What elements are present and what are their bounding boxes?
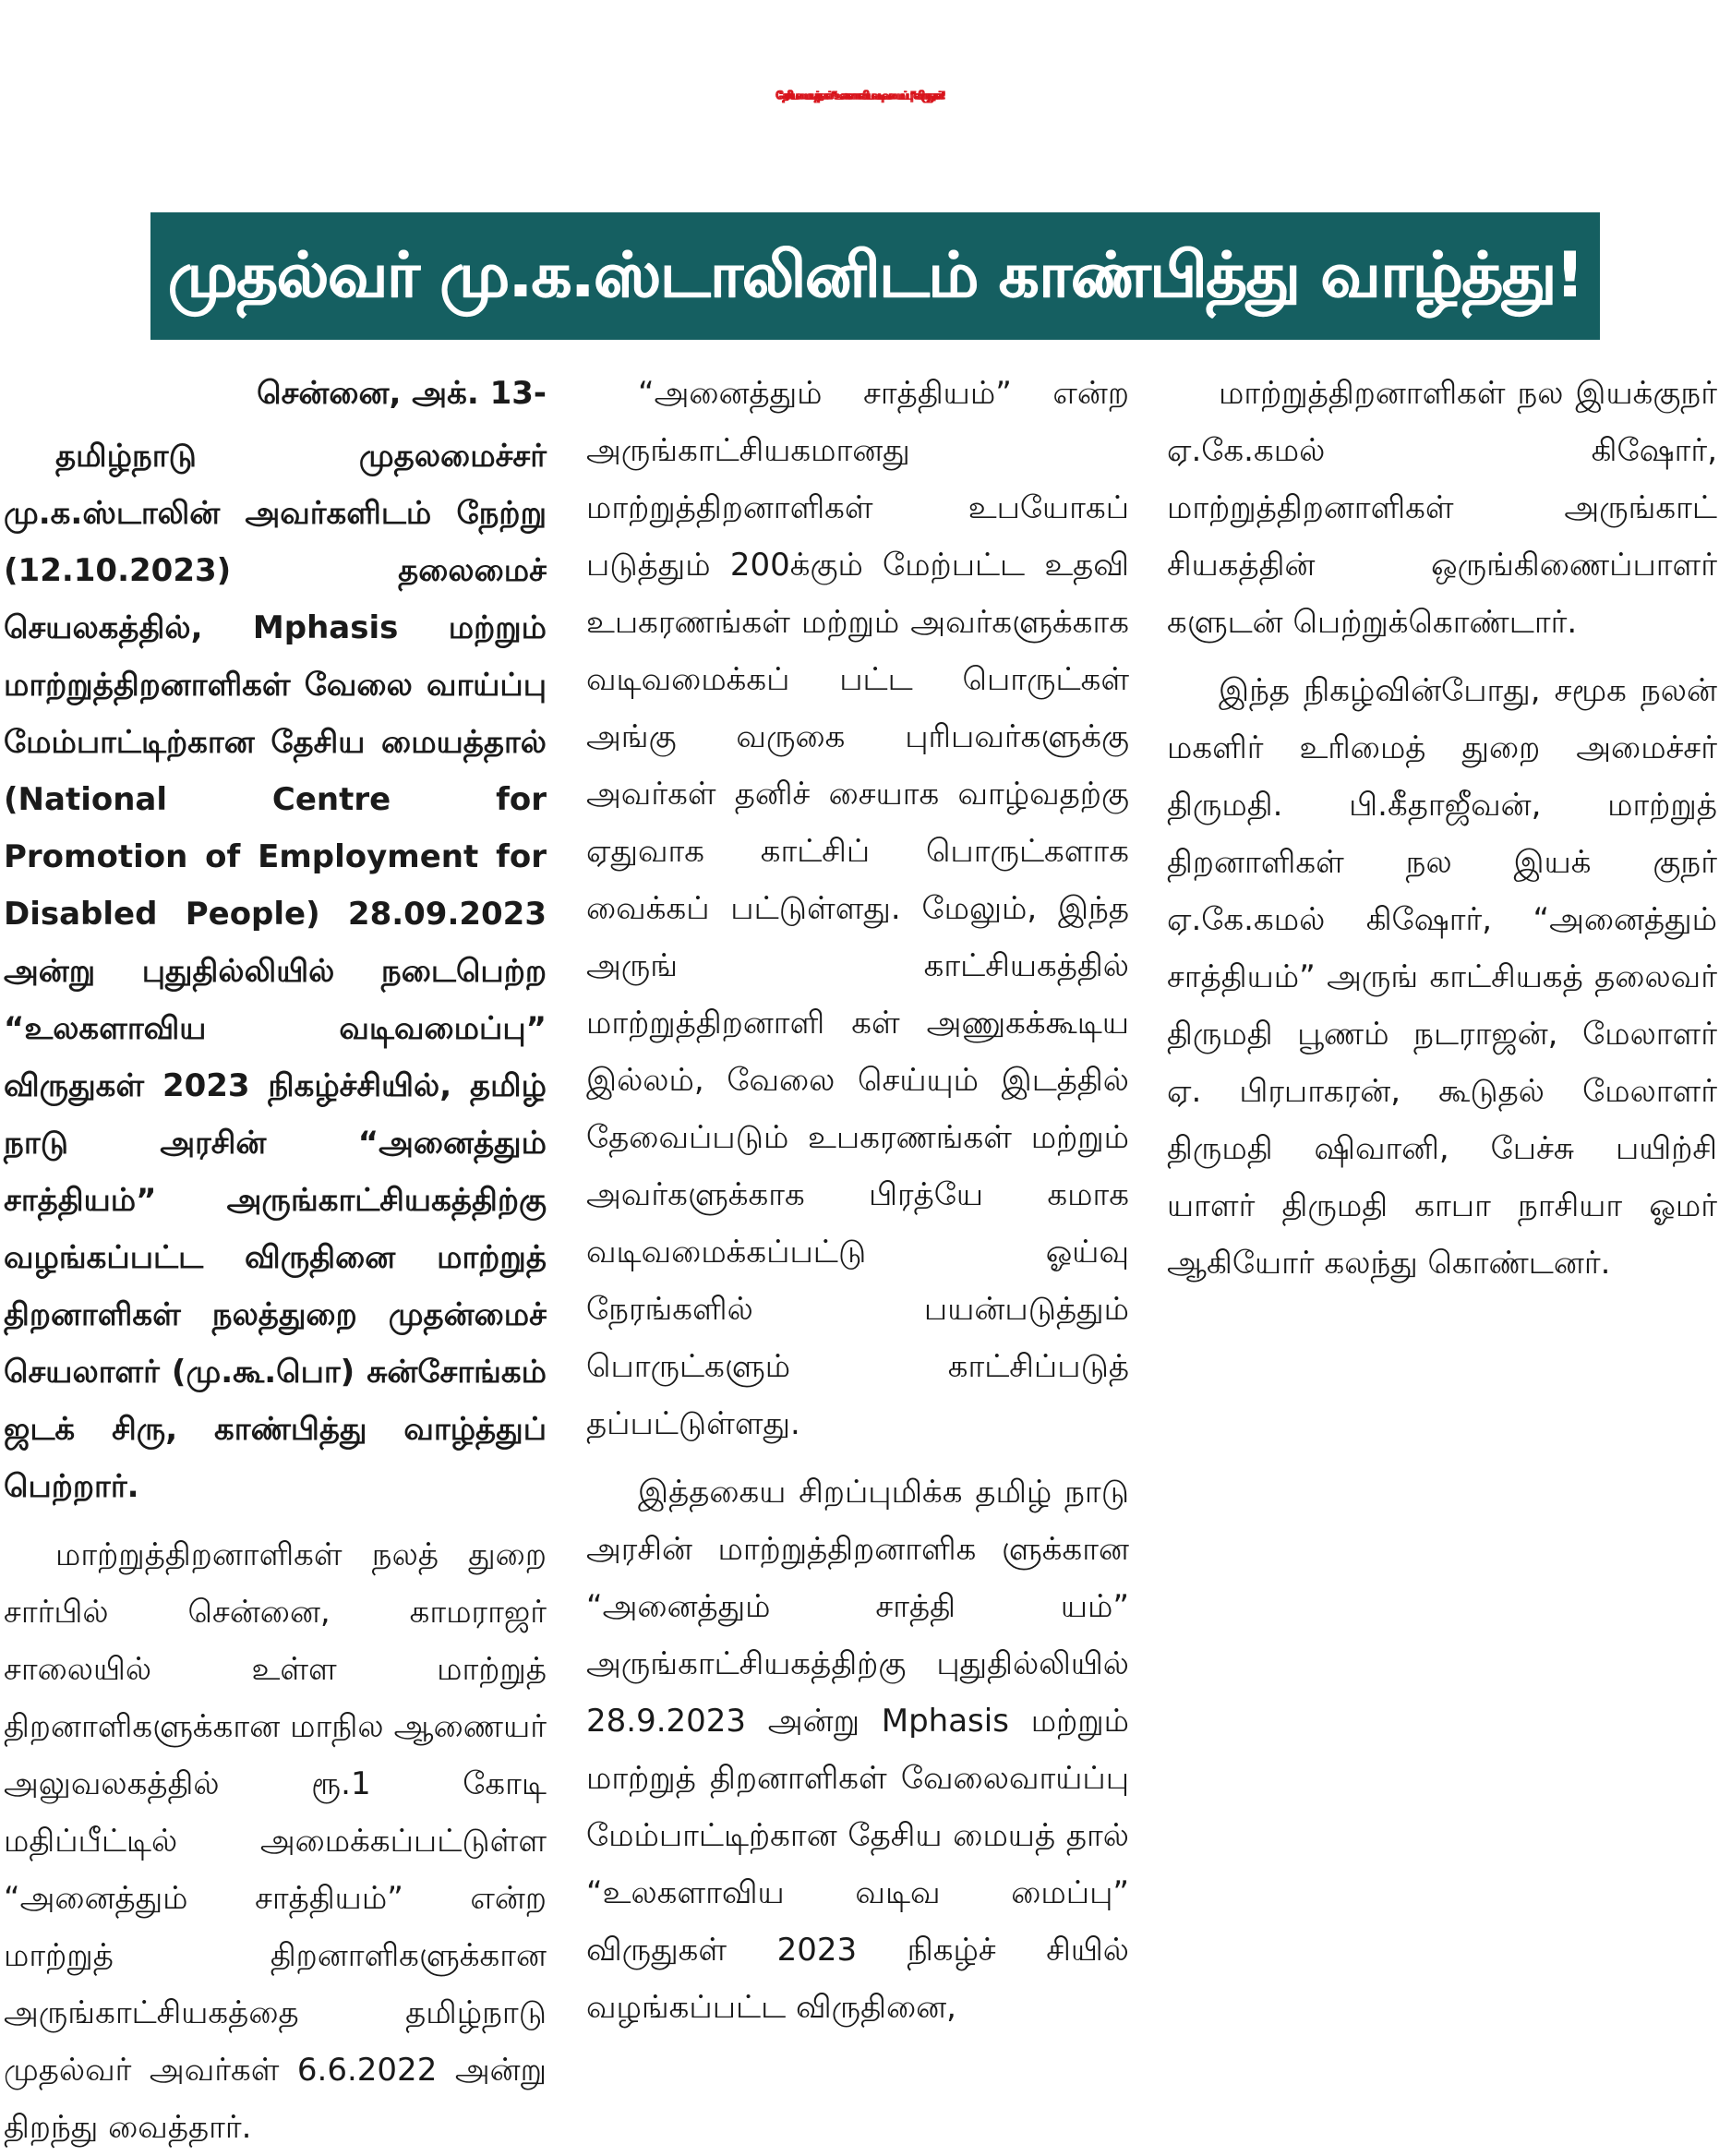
article-paragraph: தமிழ்நாடு முதலமைச்சர் மு.க.ஸ்டாலின் அவர்களிடம் நேற்று (12.10.2023) தலைமைச் செயலகத்தில், Mphasis மற்றும் மாற்றுத்திறனாளிகள் வேலை வாய்ப்பு மேம்பாட்டிற்கான தேசிய மையத்தால் (National Centre for Promotion of Employment for Disabled People) 28.09.2023 அன்று புதுதில்லியில் நடைபெற்ற “உலகளாவிய வடிவமைப்பு” விருதுகள் 2023 நிகழ்ச்சியில், தமிழ் நாடு அரசின் “அனைத்தும் சாத்தியம்” அருங்காட்சியகத்திற்கு வழங்கப்பட்ட விருதினை மாற்றுத் திறனாளிகள் நலத்துறை முதன்மைச் செயலாளர் (மு.கூ.பொ) சுன்சோங்கம் ஜடக் சிரு, காண்பித்து வாழ்த்துப் பெற்றார். (4, 438, 547, 1505)
article-paragraph: இந்த நிகழ்வின்போது, சமூக நலன் மகளிர் உரிமைத் துறை அமைச்சர் திருமதி. பி.கீதாஜீவன், மாற்றுத் திறனாளிகள் நல இயக் குநர் ஏ.கே.கமல் கிஷோர், “அனைத்தும் சாத்தியம்” அருங் காட்சியகத் தலைவர் திருமதி பூணம் நடராஜன், மேலாளர் ஏ. பிரபாகரன், கூடுதல் மேலாளர் திருமதி ஷிவானி, பேச்சு பயிற்சி யாளர் திருமதி காபா நாசியா ஓமர் ஆகியோர் கலந்து கொண்டனர். (1167, 672, 1717, 1282)
subheadline: முதல்வர் மு.க.ஸ்டாலினிடம் காண்பித்து வாழ்த்து! (167, 239, 1583, 312)
article-column-2 (586, 365, 1129, 2026)
article-column-3 (1167, 365, 1717, 1933)
dateline: சென்னை, அக். 13- (257, 375, 547, 412)
article-paragraph: “அனைத்தும் சாத்தியம்” என்ற அருங்காட்சியகமானது மாற்றுத்திறனாளிகள் உபயோகப் படுத்தும் 200க்கும் மேற்பட்ட உதவி உபகரணங்கள் மற்றும் அவர்களுக்காக வடிவமைக்கப் பட்ட பொருட்கள் அங்கு வருகை புரிபவர்களுக்கு அவர்கள் தனிச் சையாக வாழ்வதற்கு ஏதுவாக காட்சிப் பொருட்களாக வைக்கப் பட்டுள்ளது. மேலும், இந்த அருங் காட்சியகத்தில் மாற்றுத்திறனாளி கள் அணுகக்கூடிய இல்லம், வேலை செய்யும் இடத்தில் தேவைப்படும் உபகரணங்கள் மற்றும் அவர்களுக்காக பிரத்யே கமாக வடிவமைக்கப்பட்டு ஓய்வு நேரங்களில் பயன்படுத்தும் பொருட்களும் காட்சிப்படுத் தப்பட்டுள்ளது. (586, 375, 1129, 1442)
article-paragraph: மாற்றுத்திறனாளிகள் நல இயக்குநர் ஏ.கே.கமல் கிஷோர், மாற்றுத்திறனாளிகள் அருங்காட் சியகத்தின் ஒருங்கிணைப்பாளர் களுடன் பெற்றுக்கொண்டார். (1167, 375, 1717, 641)
article-paragraph: இத்தகைய சிறப்புமிக்க தமிழ் நாடு அரசின் மாற்றுத்திறனாளிக ளுக்கான “அனைத்தும் சாத்தி யம்” அருங்காட்சியகத்திற்கு புதுதில்லியில் 28.9.2023 அன்று Mphasis மற்றும் மாற்றுத் திறனாளிகள் வேலைவாய்ப்பு மேம்பாட்டிற்கான தேசிய மையத் தால் “உலகளாவிய வடிவ மைப்பு” விருதுகள் 2023 நிகழ்ச் சியில் வழங்கப்பட்ட விருதினை, (586, 1474, 1129, 2026)
article-column-1 (4, 365, 547, 2146)
headline: தேசிய மையத்தால் “உலகளாவிய வடிவமைப்பு” விருதுகள்! (775, 90, 944, 103)
article-paragraph: மாற்றுத்திறனாளிகள் நலத் துறை சார்பில் சென்னை, காமராஜர் சாலையில் உள்ள மாற்றுத் திறனாளிகளுக்கான மாநில ஆணையர் அலுவலகத்தில் ரூ.1 கோடி மதிப்பீட்டில் அமைக்கப்பட்டுள்ள “அனைத்தும் சாத்தியம்” என்ற மாற்றுத் திறனாளிகளுக்கான அருங்காட்சியகத்தை தமிழ்நாடு முதல்வர் அவர்கள் 6.6.2022 அன்று திறந்து வைத்தார். (4, 1536, 547, 2146)
subheadline-band (150, 212, 1600, 340)
